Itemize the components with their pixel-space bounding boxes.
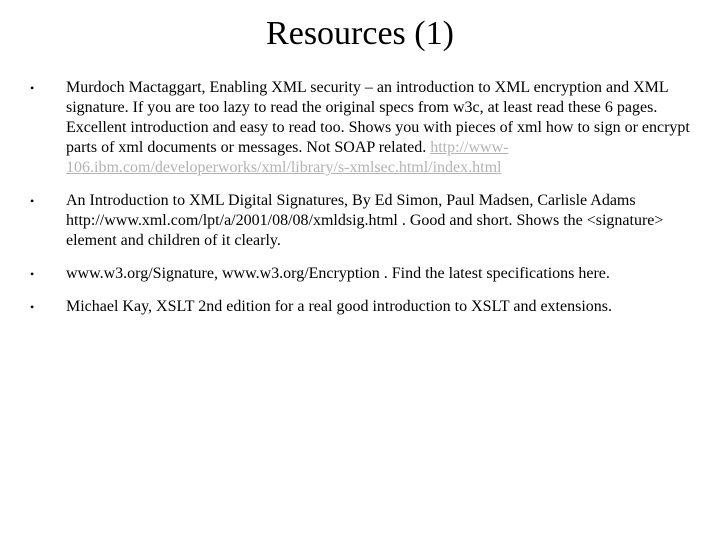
bullet-list bbox=[0, 78, 720, 330]
bullet-item-xslt-book bbox=[0, 297, 720, 317]
slide-title: Resources (1) bbox=[266, 15, 454, 52]
bullet-item-xmldsig bbox=[0, 191, 720, 251]
bullet-item-w3c-specs bbox=[0, 264, 720, 284]
bullet-text: Murdoch Mactaggart, Enabling XML security – an introduction to XML encryption and XML signature. If you are too lazy to read the original specs from w3c, at least read these 6 pages. Excellent introduction and easy to read too. Shows you with pieces of xml how to sign or encrypt parts of xml documents or messages. Not SOAP related. bbox=[66, 79, 690, 156]
bullet-item-mactaggart bbox=[0, 78, 720, 178]
bullet-icon: • bbox=[30, 81, 35, 95]
bullet-icon: • bbox=[30, 300, 35, 314]
ibm-xmlsec-link[interactable]: http://www-106.ibm.com/developerworks/xml/library/s-xmlsec.html/index.html bbox=[66, 139, 509, 176]
bullet-text: Michael Kay, XSLT 2nd edition for a real good introduction to XSLT and extensions. bbox=[66, 298, 612, 315]
bullet-text: An Introduction to XML Digital Signatures, By Ed Simon, Paul Madsen, Carlisle Adams http://www.xml.com/lpt/a/2001/08/08/xmldsig.html . Good and short. Shows the <signature> element and children of it clearly. bbox=[66, 192, 664, 249]
bullet-icon: • bbox=[30, 194, 35, 208]
bullet-text: www.w3.org/Signature, www.w3.org/Encryption . Find the latest specifications here. bbox=[66, 265, 610, 282]
bullet-icon: • bbox=[30, 267, 35, 281]
